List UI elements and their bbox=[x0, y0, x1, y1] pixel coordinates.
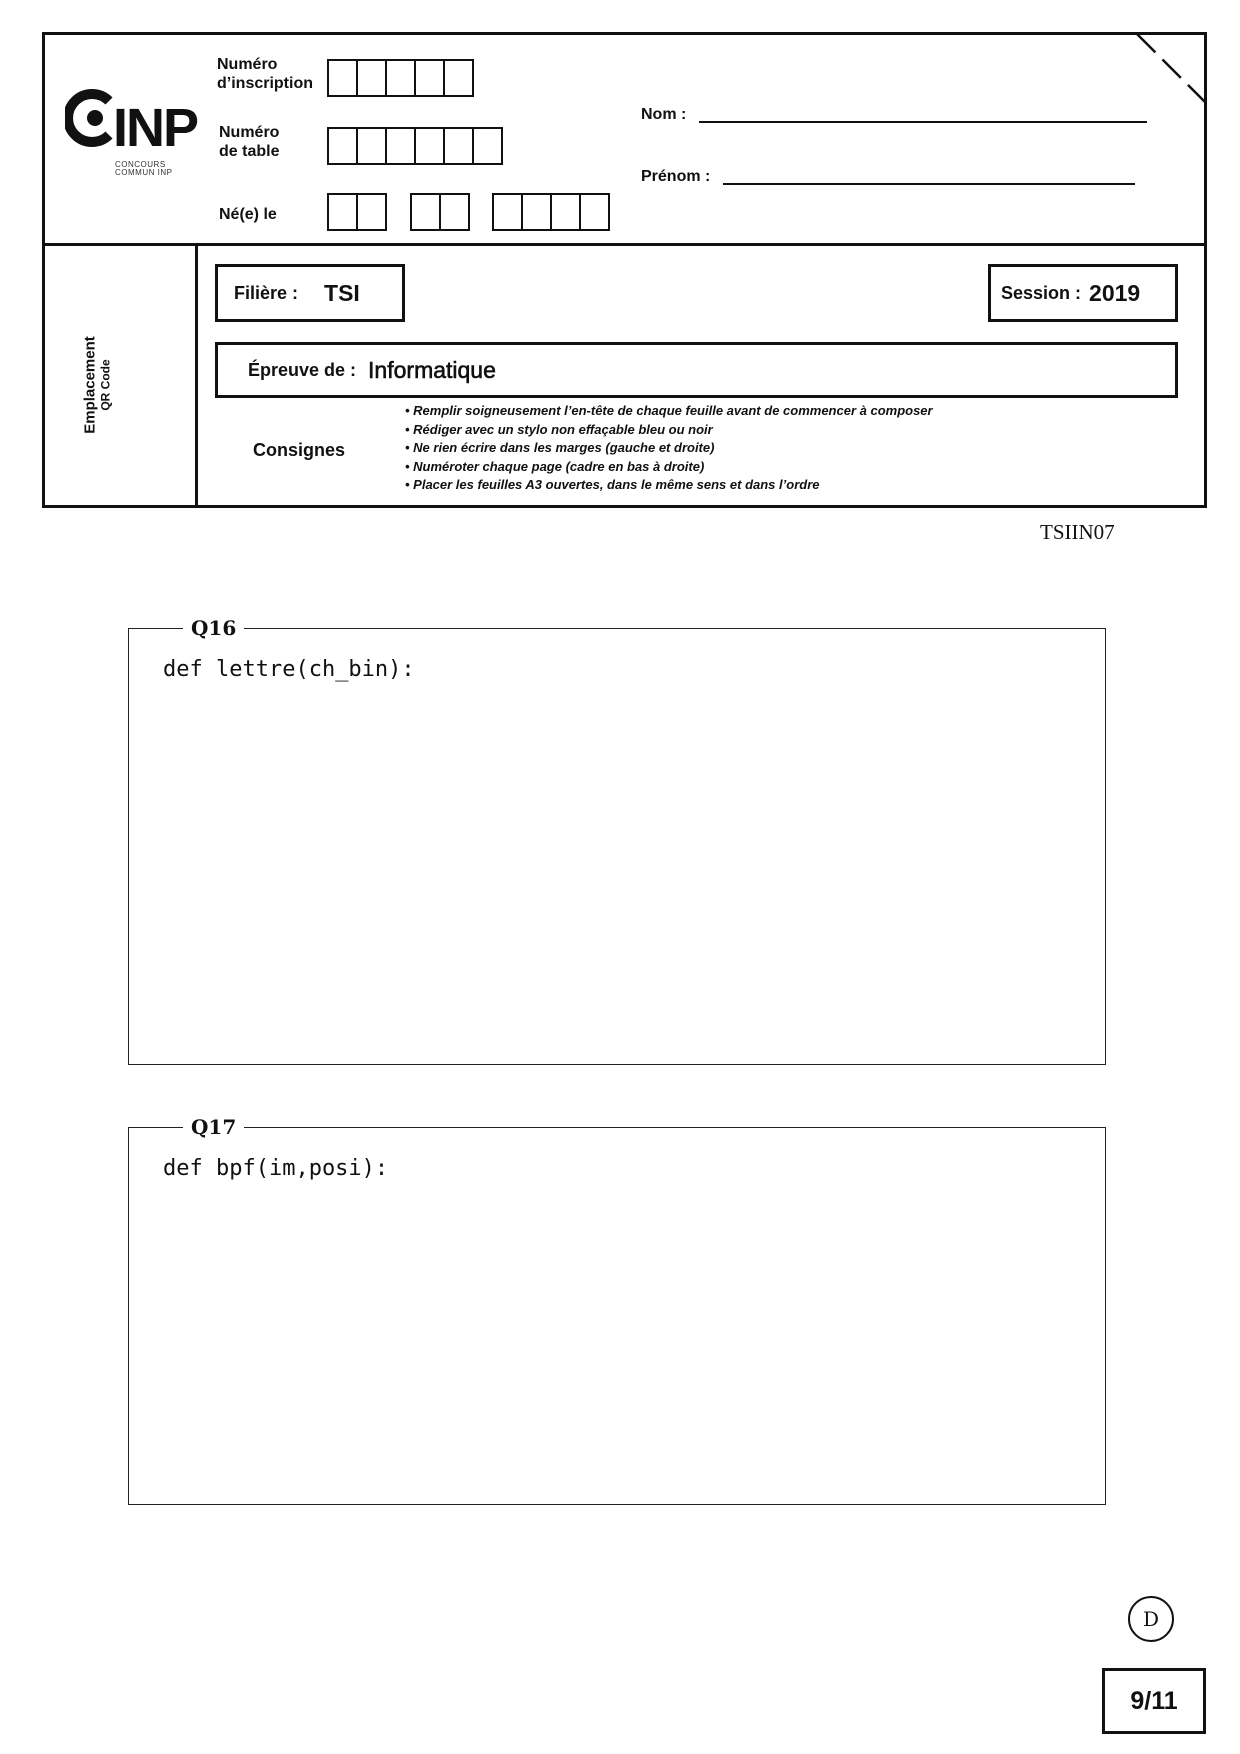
code-stub: def bpf(im,posi): bbox=[163, 1156, 389, 1181]
digit-box[interactable] bbox=[579, 193, 610, 231]
epreuve-value: Informatique bbox=[368, 356, 496, 383]
table-number-label: Numéro de table bbox=[219, 124, 280, 160]
nom-field[interactable] bbox=[699, 121, 1147, 123]
digit-box[interactable] bbox=[414, 127, 445, 165]
birth-year-boxes[interactable] bbox=[492, 193, 610, 231]
inscription-number-boxes[interactable] bbox=[327, 59, 474, 97]
corner-fold-mark bbox=[1135, 32, 1207, 104]
page-number-box: 9/11 bbox=[1102, 1668, 1206, 1734]
digit-box[interactable] bbox=[385, 127, 416, 165]
digit-box[interactable] bbox=[414, 59, 445, 97]
filiere-box bbox=[215, 264, 405, 322]
epreuve-box bbox=[215, 342, 1178, 398]
birth-month-boxes[interactable] bbox=[410, 193, 470, 231]
digit-box[interactable] bbox=[327, 59, 358, 97]
digit-box[interactable] bbox=[439, 193, 470, 231]
digit-box[interactable] bbox=[356, 59, 387, 97]
digit-box[interactable] bbox=[385, 59, 416, 97]
qr-code-location-label: Emplacement QR Code bbox=[81, 336, 113, 434]
digit-box[interactable] bbox=[443, 127, 474, 165]
digit-box[interactable] bbox=[443, 59, 474, 97]
digit-box[interactable] bbox=[550, 193, 581, 231]
document-letter-circle: D bbox=[1128, 1596, 1174, 1642]
prenom-field[interactable] bbox=[723, 183, 1135, 185]
question-label: Q16 bbox=[183, 615, 244, 641]
session-box bbox=[988, 264, 1178, 322]
logo-text: INP bbox=[113, 98, 198, 158]
document-code: TSIIN07 bbox=[1040, 520, 1115, 544]
consigne-item: • Placer les feuilles A3 ouvertes, dans le même sens et dans l’ordre bbox=[405, 477, 820, 492]
session-label: Session : bbox=[1001, 282, 1082, 303]
consigne-item: • Ne rien écrire dans les marges (gauche et droite) bbox=[405, 440, 715, 455]
digit-box[interactable] bbox=[356, 127, 387, 165]
digit-box[interactable] bbox=[356, 193, 387, 231]
answer-box-q16[interactable] bbox=[128, 616, 1106, 1065]
question-label: Q17 bbox=[183, 1114, 244, 1140]
digit-box[interactable] bbox=[327, 127, 358, 165]
filiere-value: TSI bbox=[324, 279, 360, 306]
consignes-label: Consignes bbox=[253, 440, 346, 460]
filiere-label: Filière : bbox=[234, 282, 299, 303]
inscription-label: Numéro d’inscription bbox=[217, 56, 313, 92]
prenom-label: Prénom : bbox=[641, 168, 711, 185]
birth-date-label: Né(e) le bbox=[219, 206, 277, 223]
session-value: 2019 bbox=[1089, 279, 1141, 306]
consigne-item: • Rédiger avec un stylo non effaçable bleu ou noir bbox=[405, 421, 713, 437]
epreuve-label: Épreuve de : bbox=[248, 359, 357, 380]
digit-box[interactable] bbox=[410, 193, 441, 231]
nom-label: Nom : bbox=[641, 106, 687, 123]
digit-box[interactable] bbox=[327, 193, 358, 231]
table-number-boxes[interactable] bbox=[327, 127, 503, 165]
logo-subtitle: CONCOURS COMMUN INP bbox=[115, 160, 173, 177]
digit-box[interactable] bbox=[492, 193, 523, 231]
consignes-list bbox=[405, 402, 933, 495]
birth-day-boxes[interactable] bbox=[327, 193, 387, 231]
digit-box[interactable] bbox=[472, 127, 503, 165]
qr-divider bbox=[195, 243, 198, 508]
digit-box[interactable] bbox=[521, 193, 552, 231]
exam-header bbox=[42, 32, 1207, 508]
header-divider bbox=[45, 243, 1204, 246]
consigne-item: • Numéroter chaque page (cadre en bas à droite) bbox=[405, 458, 705, 474]
answer-box-q17[interactable] bbox=[128, 1115, 1106, 1505]
code-stub: def lettre(ch_bin): bbox=[163, 657, 415, 682]
consigne-item: • Remplir soigneusement l’en-tête de chaque feuille avant de commencer à composer bbox=[405, 403, 933, 418]
